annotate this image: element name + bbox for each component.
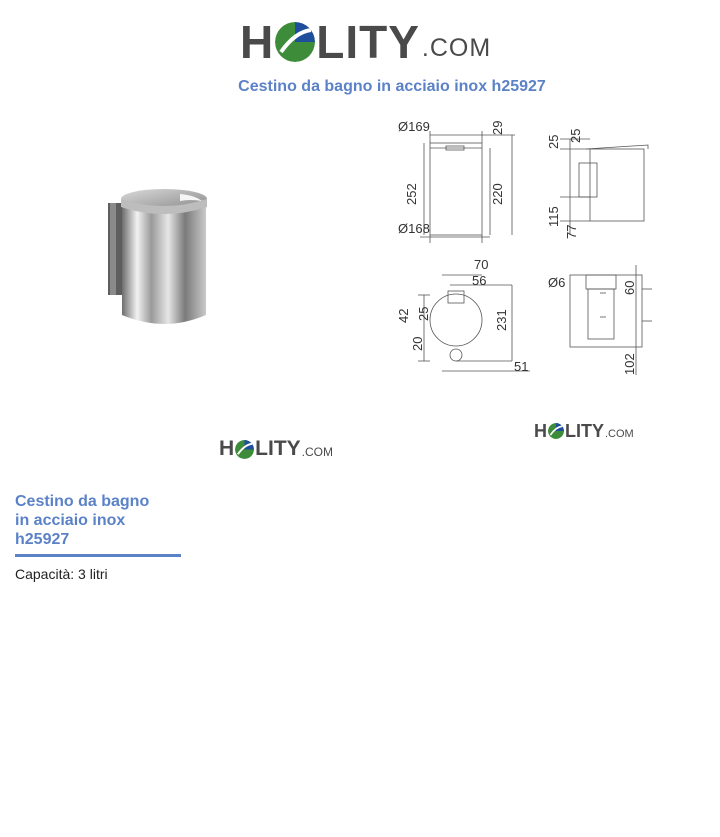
dim-side-25b: 25 bbox=[568, 128, 583, 143]
logo-word: LITY bbox=[565, 420, 604, 441]
dim-back-102: 102 bbox=[622, 353, 637, 375]
dim-back-dia6: Ø6 bbox=[548, 275, 566, 290]
dim-top-dia: Ø169 bbox=[398, 119, 430, 134]
logo-o-icon bbox=[235, 440, 254, 459]
holity-logo-photo bbox=[219, 436, 333, 462]
capacity-label: Capacità: bbox=[15, 566, 75, 582]
logo-o-icon bbox=[275, 22, 315, 62]
capacity-spec bbox=[15, 566, 108, 582]
dim-front-51: 51 bbox=[514, 359, 529, 374]
logo-domain: .COM bbox=[421, 33, 492, 62]
stainless-steel-bin-photo bbox=[108, 185, 220, 330]
dim-height-total: 252 bbox=[404, 183, 419, 205]
capacity-value: 3 litri bbox=[78, 566, 108, 582]
logo-domain: .COM bbox=[605, 428, 634, 440]
divider bbox=[15, 554, 181, 557]
dim-side-115: 115 bbox=[546, 206, 561, 227]
logo-word: LITY bbox=[316, 16, 420, 68]
dim-front-42: 42 bbox=[396, 308, 411, 323]
holity-logo-top[interactable] bbox=[240, 16, 491, 68]
dim-side-77: 77 bbox=[564, 224, 579, 239]
logo-domain: .COM bbox=[301, 445, 334, 459]
logo-letter-h: H bbox=[219, 437, 235, 460]
product-title-line: Cestino da bagno bbox=[15, 493, 150, 510]
product-title-line: h25927 bbox=[15, 531, 70, 548]
dim-back-60: 60 bbox=[622, 280, 637, 295]
technical-drawing bbox=[390, 115, 660, 380]
logo-o-icon bbox=[548, 423, 564, 439]
logo-letter-h: H bbox=[240, 16, 275, 68]
dim-front-70: 70 bbox=[474, 257, 489, 272]
dim-side-25a: 25 bbox=[546, 134, 561, 149]
product-title bbox=[15, 492, 185, 549]
holity-logo-drawing bbox=[534, 419, 634, 443]
dim-front-25: 25 bbox=[416, 306, 431, 321]
dim-top-lid: 29 bbox=[490, 120, 505, 135]
dim-front-20: 20 bbox=[410, 336, 425, 351]
logo-word: LITY bbox=[255, 437, 301, 460]
product-title-line: in acciaio inox bbox=[15, 512, 126, 529]
logo-letter-h: H bbox=[534, 420, 547, 441]
page-title: Cestino da bagno in acciaio inox h25927 bbox=[238, 78, 546, 95]
dim-bottom-dia: Ø168 bbox=[398, 221, 430, 236]
dim-height-body: 220 bbox=[490, 183, 505, 205]
dim-front-56: 56 bbox=[472, 273, 487, 288]
dim-front-231: 231 bbox=[494, 309, 509, 331]
